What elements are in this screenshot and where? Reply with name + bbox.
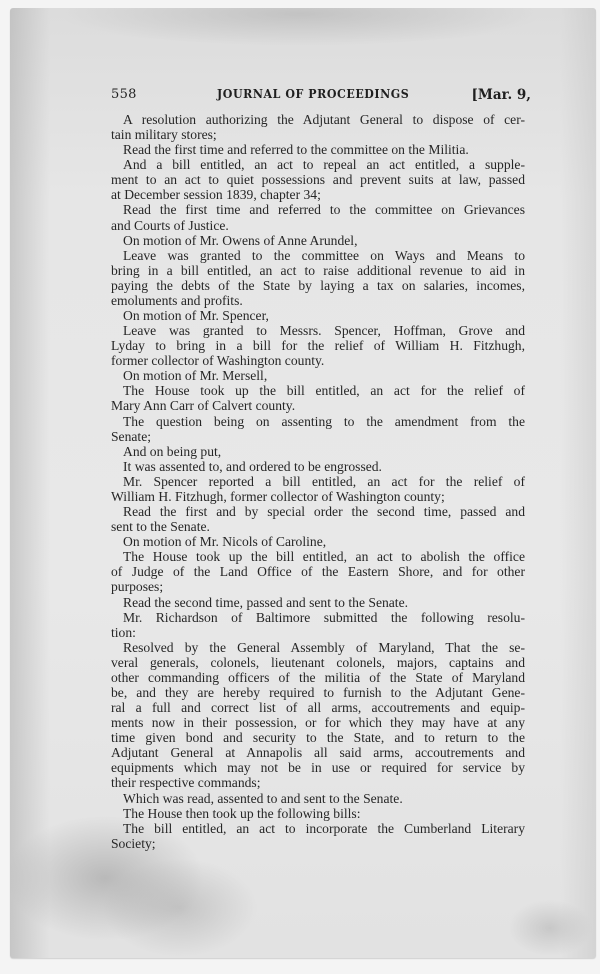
text-line: bring in a bill entitled, an act to raise additional revenue to aid in — [111, 262, 525, 278]
text-line: Read the second time, passed and sent to the Senate. — [123, 594, 409, 610]
text-line: ments now in their possession, or for which they may have at any — [111, 715, 525, 731]
text-line: Adjutant General at Annapolis all said arms, accoutrements and — [111, 745, 525, 761]
text-line: It was assented to, and ordered to be engrossed. — [123, 458, 382, 474]
text-line: The House took up the bill entitled, an act for the relief of — [123, 383, 525, 399]
paragraph — [111, 791, 525, 806]
text-line: purposes; — [111, 579, 164, 595]
scanned-page — [10, 8, 596, 958]
text-line: Read the first time and referred to the committee on Grievances — [123, 202, 525, 218]
paragraph — [111, 444, 525, 459]
paragraph — [111, 112, 525, 142]
paragraph — [111, 610, 525, 640]
running-title: JOURNAL OF PROCEEDINGS — [217, 87, 410, 101]
text-line: Which was read, assented to and sent to the Senate. — [123, 790, 403, 806]
text-line: Resolved by the General Assembly of Maryland, That the se- — [123, 639, 525, 655]
text-line: On motion of Mr. Owens of Anne Arundel, — [123, 232, 358, 248]
paragraph — [111, 821, 525, 851]
text-line: Mr. Spencer reported a bill entitled, an act for the relief of — [123, 473, 525, 489]
text-line: ment to an act to quiet possessions and prevent suits at law, passed — [111, 172, 525, 188]
paragraph — [111, 142, 525, 157]
text-line: The House took up the bill entitled, an act to abolish the office — [123, 549, 525, 565]
text-line: veral generals, colonels, lieutenant colonels, majors, captains and — [111, 654, 525, 670]
text-line: Read the first time and referred to the committee on the Militia. — [123, 142, 469, 158]
text-line: On motion of Mr. Mersell, — [123, 368, 268, 384]
text-line: On motion of Mr. Nicols of Caroline, — [123, 534, 327, 550]
text-line: Read the first and by special order the second time, passed and — [123, 504, 525, 520]
text-line: former collector of Washington county. — [111, 353, 325, 369]
text-line: William H. Fitzhugh, former collector of Washington county; — [111, 488, 445, 504]
text-line: The bill entitled, an act to incorporate the Cumberland Literary — [123, 820, 525, 836]
text-line: paying the debts of the State by laying a tax on salaries, incomes, — [111, 277, 525, 293]
text-line: be, and they are hereby required to furnish to the Adjutant Gene- — [111, 684, 525, 700]
text-line: sent to the Senate. — [111, 519, 210, 535]
paragraph — [111, 534, 525, 549]
paragraph — [111, 459, 525, 474]
text-line: emoluments and profits. — [111, 292, 243, 308]
paragraph — [111, 368, 525, 383]
paragraph — [111, 383, 525, 413]
text-line: Leave was granted to the committee on Ways and Means to — [123, 247, 525, 263]
text-line: Mr. Richardson of Baltimore submitted the following resolu- — [123, 609, 525, 625]
page-number: 558 — [111, 87, 137, 102]
text-line: Leave was granted to Messrs. Spencer, Hoffman, Grove and — [123, 323, 525, 339]
text-line: equipments which may not be in use or required for service by — [111, 760, 525, 776]
paragraph — [111, 233, 525, 248]
text-line: The House then took up the following bills: — [123, 805, 361, 821]
running-header — [111, 87, 531, 105]
text-line: ral a full and correct list of all arms, accoutrements and equip- — [111, 700, 525, 716]
text-line: other commanding officers of the militia of the State of Maryland — [111, 669, 525, 685]
paragraph — [111, 474, 525, 504]
page-body — [111, 112, 525, 851]
paragraph — [111, 414, 525, 444]
paragraph — [111, 202, 525, 232]
text-line: and Courts of Justice. — [111, 217, 229, 233]
text-line: time given bond and security to the State, and to return to the — [111, 730, 525, 746]
text-line: their respective commands; — [111, 775, 261, 791]
text-line: And a bill entitled, an act to repeal an act entitled, a supple- — [123, 157, 525, 173]
paragraph — [111, 248, 525, 308]
running-date: [Mar. 9, — [471, 87, 531, 103]
paragraph — [111, 549, 525, 594]
paragraph — [111, 157, 525, 202]
text-line: A resolution authorizing the Adjutant General to dispose of cer- — [123, 112, 525, 127]
paragraph — [111, 640, 525, 791]
text-line: And on being put, — [123, 443, 222, 459]
paragraph — [111, 504, 525, 534]
paragraph — [111, 323, 525, 368]
text-line: The question being on assenting to the amendment from the — [123, 413, 525, 429]
paragraph — [111, 595, 525, 610]
text-line: tain military stores; — [111, 127, 217, 143]
text-line: Mary Ann Carr of Calvert county. — [111, 398, 296, 414]
paragraph — [111, 806, 525, 821]
paragraph — [111, 308, 525, 323]
text-line: On motion of Mr. Spencer, — [123, 308, 269, 324]
text-line: Lyday to bring in a bill for the relief of William H. Fitzhugh, — [111, 338, 525, 354]
text-line: at December session 1839, chapter 34; — [111, 187, 321, 203]
text-line: Senate; — [111, 428, 152, 444]
text-line: Society; — [111, 835, 156, 851]
text-line: tion: — [111, 624, 136, 640]
text-line: of Judge of the Land Office of the Eastern Shore, and for other — [111, 564, 525, 580]
